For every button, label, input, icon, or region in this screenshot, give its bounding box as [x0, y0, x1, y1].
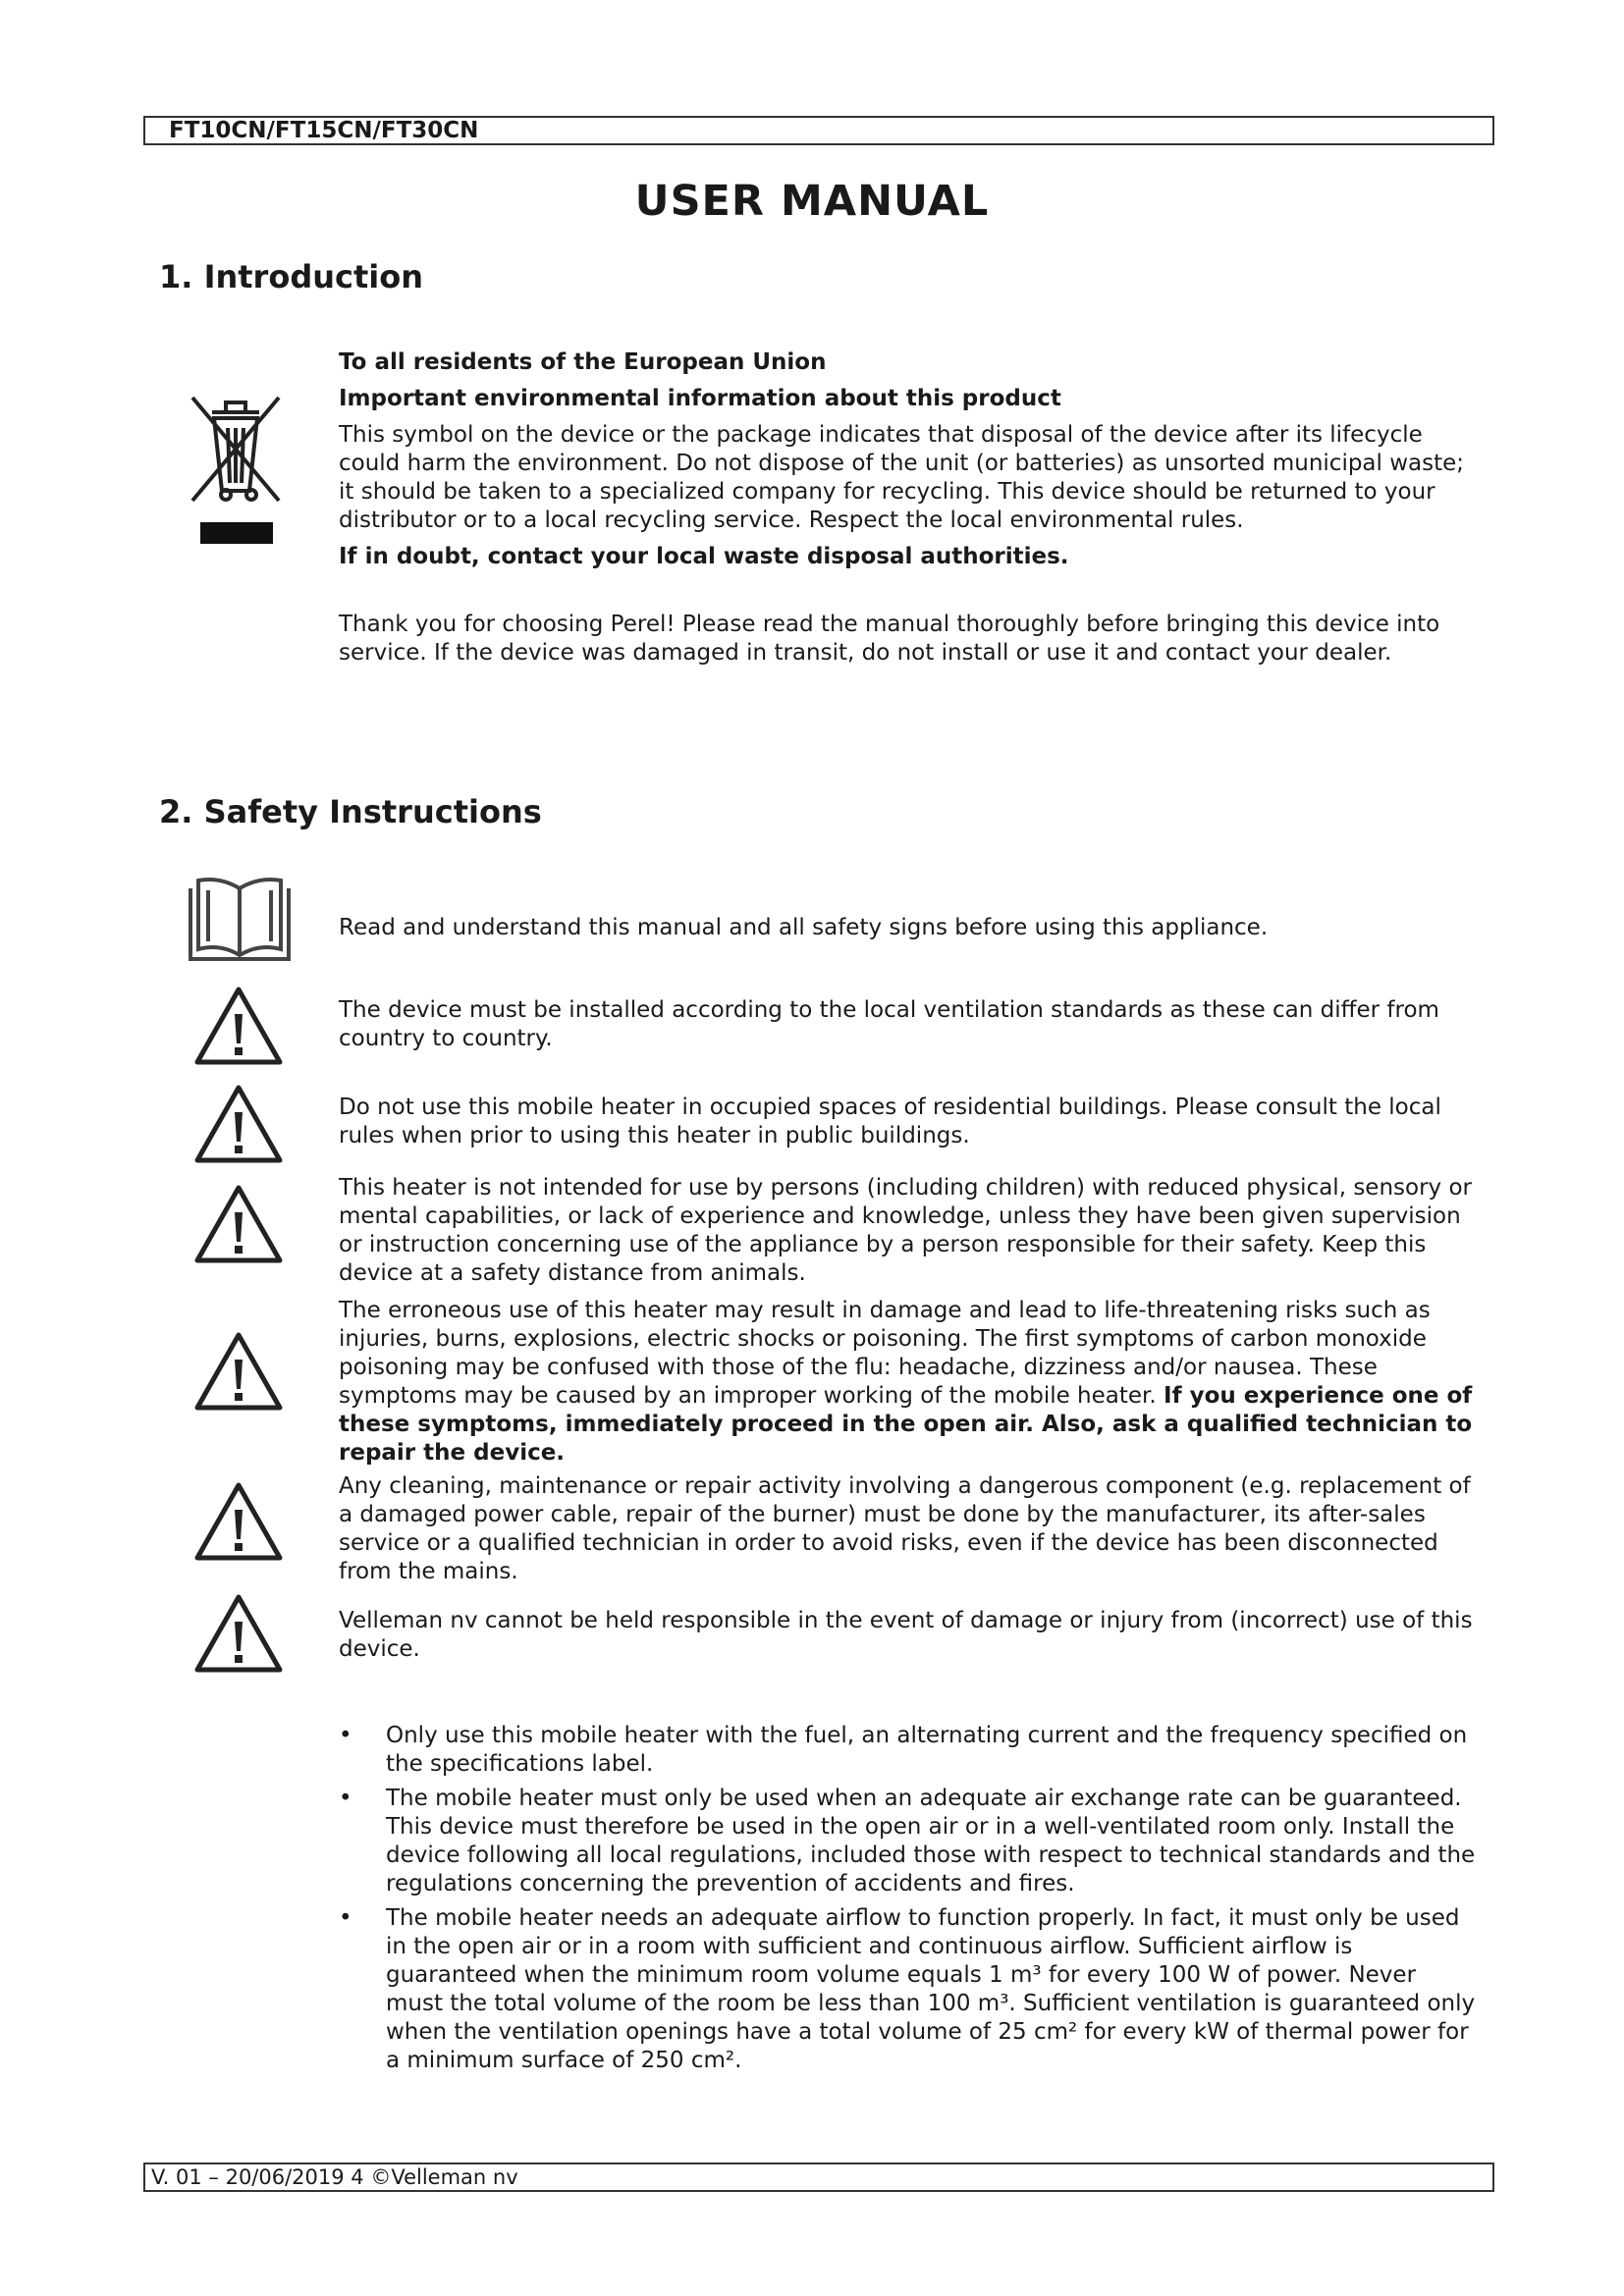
warning-icon: [192, 985, 285, 1067]
erroneous-text: The erroneous use of this heater may result in damage and lead to life-threatening risks such as injuries, burns, explosions, electric shocks or poisoning. The first symptoms of carbon monoxide poisoning may be confused with those of the flu: headache, dizziness and/or nausea. These symptoms may be caused by an improper working of the mobile heater.: [339, 1298, 1431, 1409]
list-item: [339, 1785, 1478, 1898]
bullet-marker: •: [339, 1786, 352, 1811]
safety-bullet-list: [339, 1722, 1478, 2081]
bullet-text: The mobile heater must only be used when an adequate air exchange rate can be guaranteed. This device must therefore be used in the open air or in a well-ventilated room only. Install the device following all local regulations, included those with respect to technical standards and the regulations concerning the prevention of accidents and fires.: [386, 1786, 1476, 1896]
safety-read-manual: Read and understand this manual and all safety signs before using this appliance.: [339, 915, 1269, 940]
safety-ventilation: The device must be installed according to the local ventilation standards as these can differ from country to country.: [339, 997, 1439, 1051]
weee-crossed-bin-icon: [183, 393, 291, 550]
bullet-marker: •: [339, 1905, 352, 1931]
list-item: [339, 1722, 1478, 1779]
footer-version: V. 01 – 20/06/2019 4 ©Velleman nv: [151, 2165, 518, 2189]
safety-erroneous-use: [339, 1297, 1473, 1468]
thanks-text: Thank you for choosing Perel! Please read the manual thoroughly before bringing this device into service. If the device was damaged in transit, do not install or use it and contact your dealer.: [339, 612, 1440, 666]
bullet-text: Only use this mobile heater with the fuel, an alternating current and the frequency specified on the specifications label.: [386, 1723, 1468, 1777]
env-text: This symbol on the device or the package indicates that disposal of the device after its lifecycle could harm the environment. Do not dispose of the unit (or batteries) as unsorted municipal waste; it should be taken to a specialized company for recycling. This device should be returned to your distributor or to a local recycling service. Respect the local environmental rules.: [339, 422, 1465, 533]
warning-icon: [192, 1083, 285, 1165]
safety-occupied-spaces: Do not use this mobile heater in occupied spaces of residential buildings. Please consult the local rules when prior to using this heater in public buildings.: [339, 1095, 1441, 1148]
doubt-text: If in doubt, contact your local waste disposal authorities.: [339, 544, 1069, 569]
eu-title: To all residents of the European Union: [339, 349, 827, 375]
bullet-marker: •: [339, 1723, 352, 1748]
intro-text-block: [339, 348, 1473, 667]
bullet-text: The mobile heater needs an adequate airflow to function properly. In fact, it must only be used in the open air or in a room with sufficient and continuous airflow. Sufficient airflow is guaranteed when the minimum room volume equals 1 m³ for every 100 W of power. Never must the total volume of the room be less than 100 m³. Sufficient ventilation is guaranteed only when the ventilation openings have a total volume of 25 cm² for every kW of thermal power for a minimum surface of 250 cm².: [386, 1905, 1476, 2073]
safety-persons: This heater is not intended for use by persons (including children) with reduced physical, sensory or mental capabilities, or lack of experience and knowledge, unless they have been given supervision or instruction concerning use of the appliance by a person responsible for their safety. Keep this device at a safety distance from animals.: [339, 1175, 1472, 1286]
page-title: USER MANUAL: [634, 177, 990, 226]
safety-velleman: Velleman nv cannot be held responsible in the event of damage or injury from (incorrect) use of this device.: [339, 1608, 1473, 1662]
safety-cleaning: Any cleaning, maintenance or repair activity involving a dangerous component (e.g. replacement of a damaged power cable, repair of the burner) must be done by the manufacturer, its after-sales service or a qualified technician in order to avoid risks, even if the device has been disconnected from the mains.: [339, 1473, 1471, 1584]
warning-icon: [192, 1183, 285, 1265]
header-model: FT10CN/FT15CN/FT30CN: [169, 118, 479, 143]
warning-icon: [192, 1592, 285, 1675]
header-model-box: [143, 116, 1494, 145]
section-heading-safety: 2. Safety Instructions: [159, 793, 542, 830]
read-manual-book-icon: [187, 877, 293, 965]
list-item: [339, 1904, 1478, 2075]
footer-box: [143, 2163, 1494, 2192]
erroneous-bold-text: If you experience one of these symptoms, immediately proceed in the open air. Also, ask a qualified technician to repair the device.: [339, 1383, 1473, 1466]
warning-icon: [192, 1330, 285, 1413]
section-heading-introduction: 1. Introduction: [159, 258, 423, 295]
env-title: Important environmental information about this product: [339, 386, 1061, 411]
warning-icon: [192, 1480, 285, 1563]
